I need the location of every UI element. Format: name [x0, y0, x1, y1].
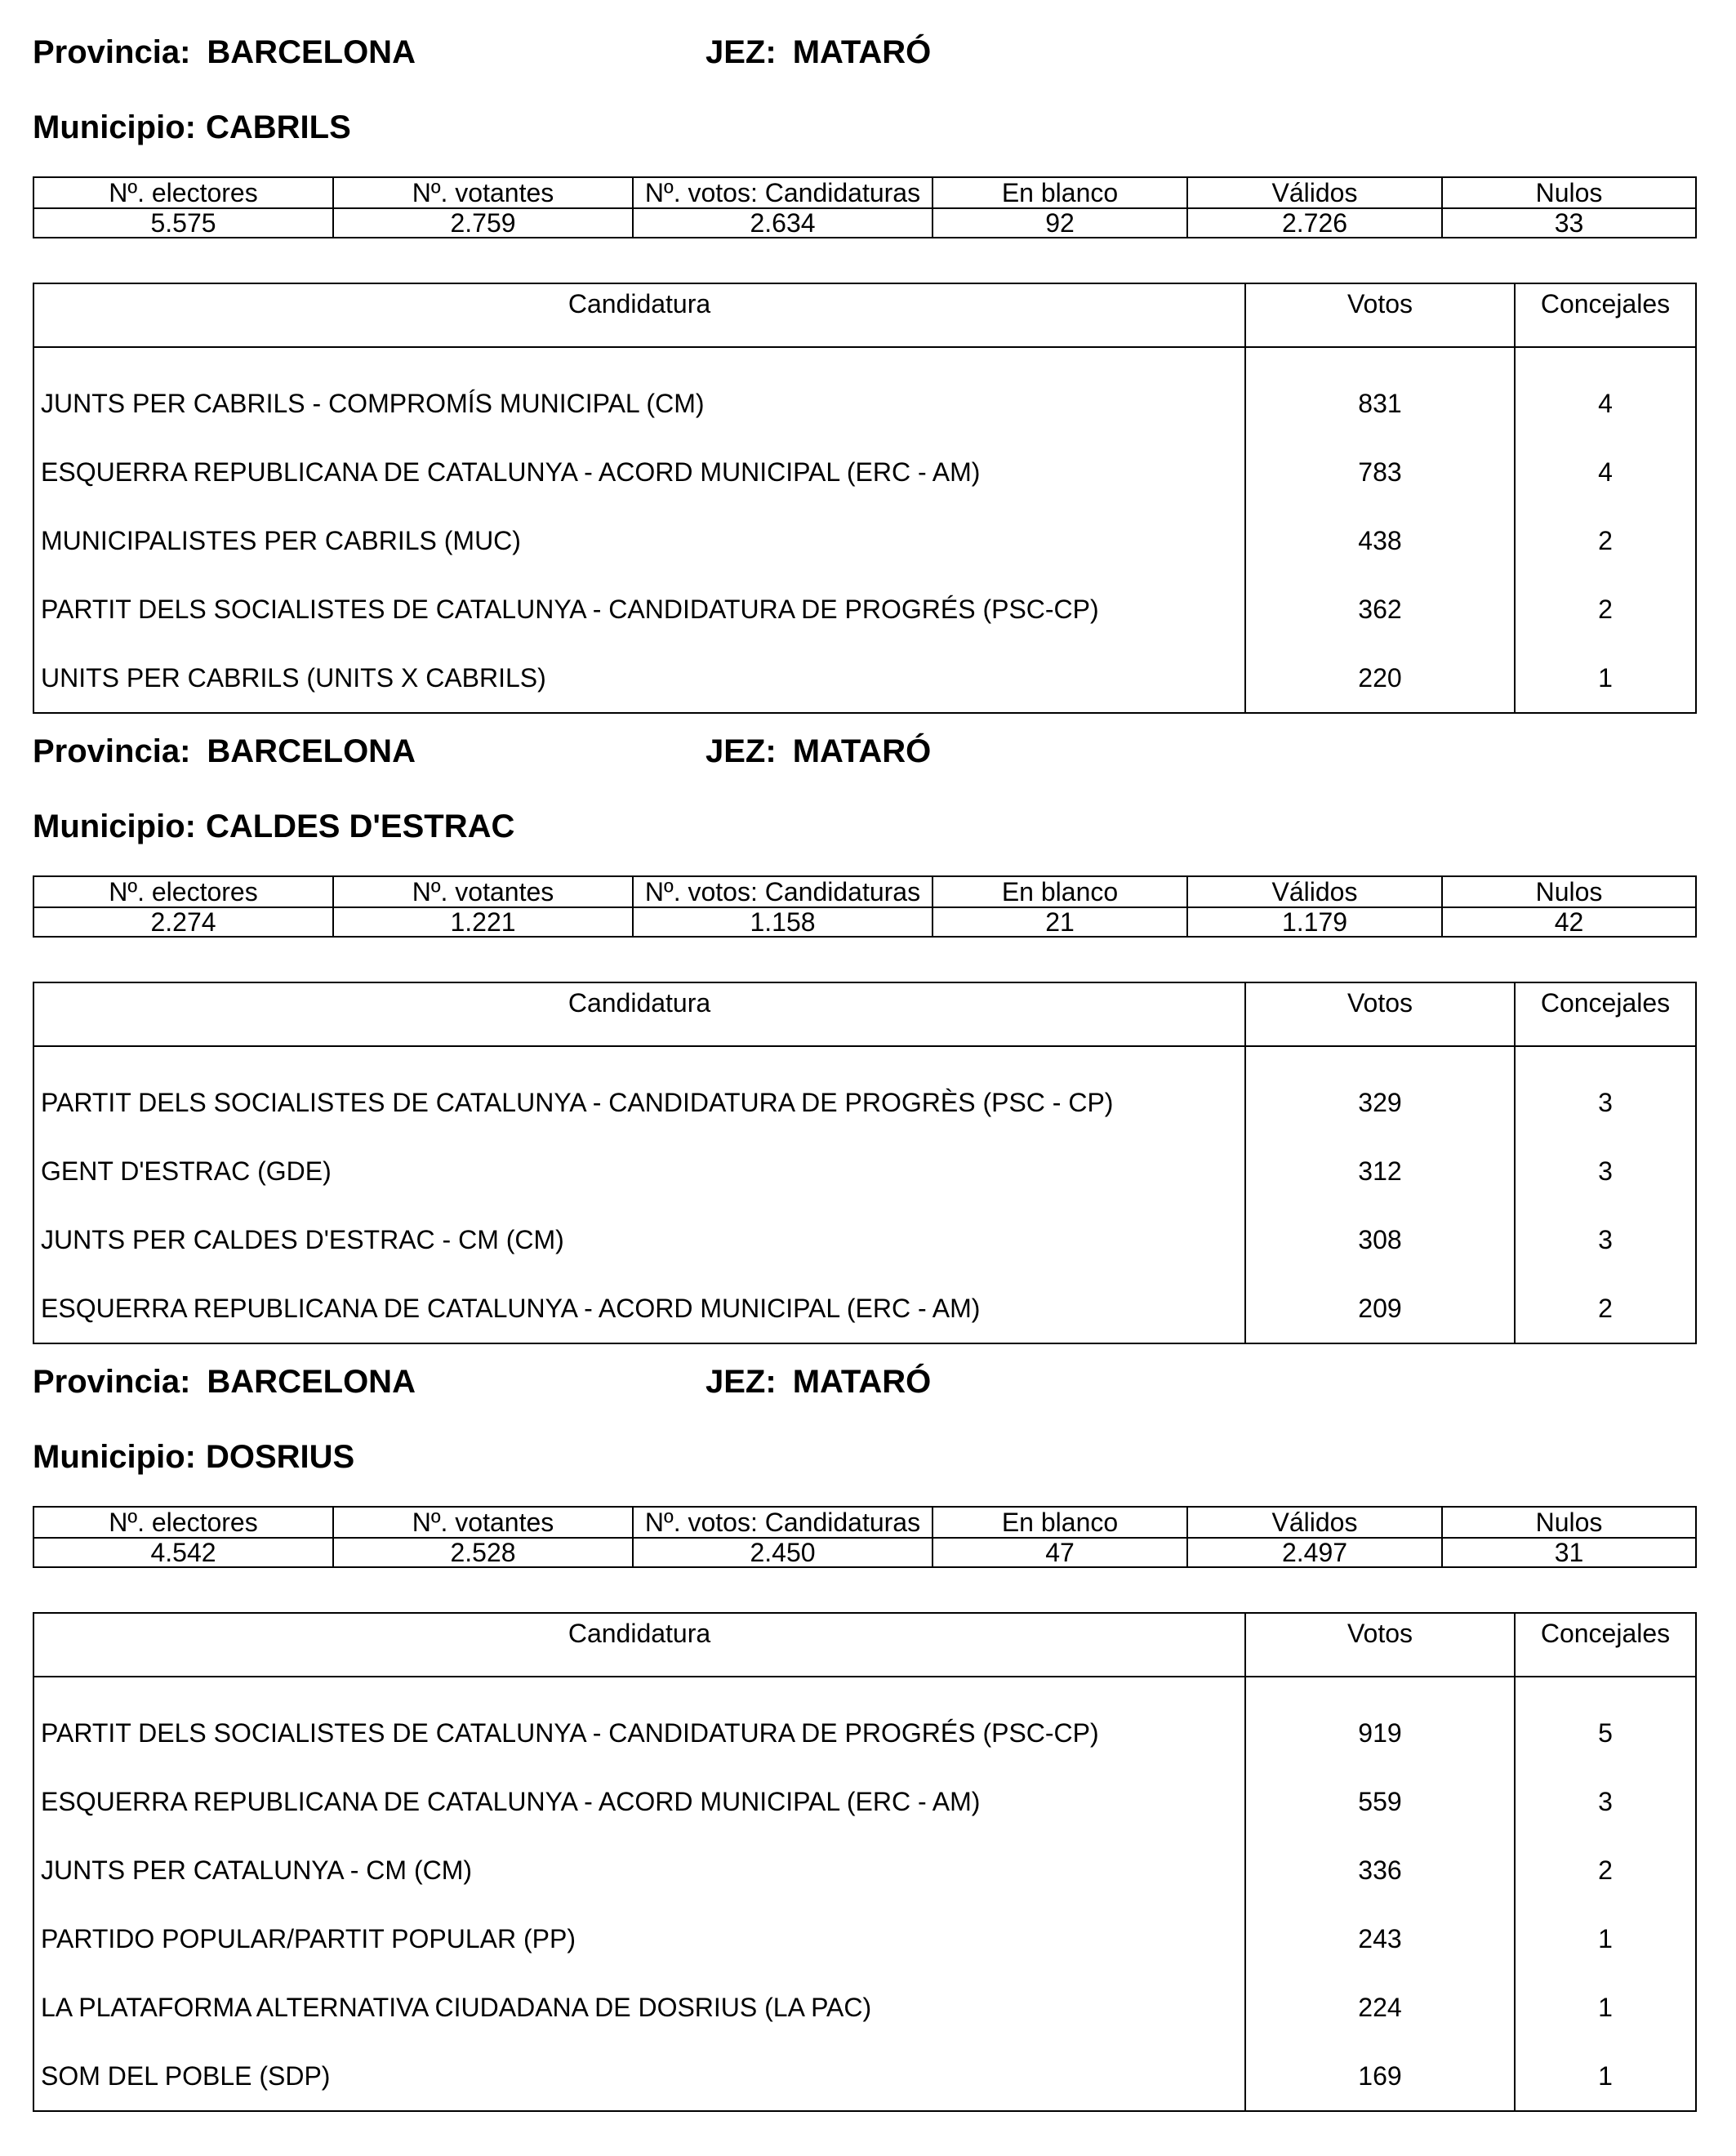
- provincia-line: [33, 735, 416, 768]
- stats-header-cell: En blanco: [933, 177, 1187, 208]
- votos-value: 308: [1245, 1205, 1515, 1274]
- concejales-value: 3: [1598, 1786, 1613, 1816]
- candidatura-header: Candidatura: [33, 982, 1245, 1046]
- table-row: [33, 2042, 1696, 2111]
- votos-value: 362: [1245, 575, 1515, 644]
- stats-value-cell: 1.221: [333, 907, 633, 937]
- stats-value-cell: 47: [933, 1538, 1187, 1567]
- stats-header-cell: Nº. votantes: [333, 876, 633, 907]
- concejales-value: 4: [1598, 457, 1613, 487]
- jez-line: [706, 1365, 931, 1398]
- concejales-value: 2: [1598, 525, 1613, 555]
- stats-header-cell: En blanco: [933, 1507, 1187, 1538]
- stats-value-row: [33, 208, 1696, 238]
- stats-header-cell: Nº. electores: [33, 1507, 333, 1538]
- candidaturas-header-row: [33, 1613, 1696, 1677]
- stats-value-row: [33, 907, 1696, 937]
- concejales-value: 1: [1598, 1923, 1613, 1953]
- table-row: [33, 1274, 1696, 1343]
- stats-value-cell: 2.528: [333, 1538, 633, 1567]
- stats-table: [33, 176, 1697, 238]
- stats-value-cell: 4.542: [33, 1538, 333, 1567]
- candidaturas-header-row: [33, 982, 1696, 1046]
- stats-table: [33, 875, 1697, 938]
- stats-value-cell: 1.158: [633, 907, 933, 937]
- jez-value: MATARÓ: [792, 1364, 932, 1400]
- municipio-label: Municipio:: [33, 1439, 196, 1475]
- candidatura-name: MUNICIPALISTES PER CABRILS (MUC): [33, 506, 1245, 575]
- votos-value: 336: [1245, 1836, 1515, 1904]
- candidatura-name: ESQUERRA REPUBLICANA DE CATALUNYA - ACORD MUNICIPAL (ERC - AM): [33, 1767, 1245, 1836]
- votos-value: 169: [1245, 2042, 1515, 2111]
- provincia-line: [33, 1365, 416, 1398]
- stats-header-cell: Nº. votos: Candidaturas: [633, 876, 933, 907]
- stats-value-cell: 2.634: [633, 208, 933, 238]
- stats-header-cell: Nº. electores: [33, 177, 333, 208]
- stats-header-cell: Válidos: [1187, 876, 1442, 907]
- stats-header-cell: Válidos: [1187, 177, 1442, 208]
- provincia-value: BARCELONA: [207, 1364, 416, 1400]
- concejales-value: 3: [1598, 1224, 1613, 1254]
- table-row: [33, 1137, 1696, 1205]
- stats-header-row: [33, 876, 1696, 907]
- candidaturas-table: [33, 283, 1697, 714]
- candidatura-name: PARTIT DELS SOCIALISTES DE CATALUNYA - CANDIDATURA DE PROGRÉS (PSC-CP): [33, 1677, 1245, 1767]
- concejales-value: 1: [1598, 2060, 1613, 2091]
- votos-value: 312: [1245, 1137, 1515, 1205]
- stats-value-cell: 2.759: [333, 208, 633, 238]
- stats-header-cell: Nulos: [1442, 177, 1696, 208]
- jez-value: MATARÓ: [792, 733, 932, 769]
- jez-label: JEZ:: [706, 733, 777, 769]
- jez-label: JEZ:: [706, 34, 777, 70]
- provincia-line: [33, 36, 416, 69]
- municipio-value: CALDES D'ESTRAC: [205, 808, 515, 844]
- stats-value-cell: 2.726: [1187, 208, 1442, 238]
- concejales-value: 5: [1598, 1717, 1613, 1748]
- stats-value-cell: 21: [933, 907, 1187, 937]
- votos-value: 224: [1245, 1973, 1515, 2042]
- concejales-header: Concejales: [1515, 1613, 1696, 1677]
- municipio-line: [33, 810, 514, 843]
- candidaturas-header-row: [33, 283, 1696, 347]
- provincia-value: BARCELONA: [207, 34, 416, 70]
- concejales-value: 2: [1598, 594, 1613, 624]
- provincia-label: Provincia:: [33, 733, 191, 769]
- votos-value: 243: [1245, 1904, 1515, 1973]
- stats-value-cell: 2.450: [633, 1538, 933, 1567]
- municipio-value: CABRILS: [205, 109, 351, 145]
- concejales-value: 1: [1598, 1992, 1613, 2022]
- stats-value-cell: 5.575: [33, 208, 333, 238]
- stats-header-cell: Nulos: [1442, 876, 1696, 907]
- candidatura-name: GENT D'ESTRAC (GDE): [33, 1137, 1245, 1205]
- stats-header-cell: Nº. votantes: [333, 1507, 633, 1538]
- votos-header: Votos: [1245, 283, 1515, 347]
- table-row: [33, 1046, 1696, 1137]
- table-row: [33, 575, 1696, 644]
- concejales-value: 1: [1598, 662, 1613, 693]
- stats-header-row: [33, 1507, 1696, 1538]
- table-row: [33, 1973, 1696, 2042]
- votos-header: Votos: [1245, 982, 1515, 1046]
- votos-value: 831: [1245, 347, 1515, 438]
- table-row: [33, 1836, 1696, 1904]
- candidatura-name: LA PLATAFORMA ALTERNATIVA CIUDADANA DE DOSRIUS (LA PAC): [33, 1973, 1245, 2042]
- table-row: [33, 644, 1696, 713]
- table-row: [33, 1205, 1696, 1274]
- stats-header-cell: Nº. votos: Candidaturas: [633, 1507, 933, 1538]
- concejales-value: 2: [1598, 1293, 1613, 1323]
- table-row: [33, 506, 1696, 575]
- municipio-line: [33, 1441, 354, 1473]
- candidatura-name: PARTIT DELS SOCIALISTES DE CATALUNYA - CANDIDATURA DE PROGRÉS (PSC-CP): [33, 575, 1245, 644]
- stats-header-cell: En blanco: [933, 876, 1187, 907]
- candidatura-name: JUNTS PER CATALUNYA - CM (CM): [33, 1836, 1245, 1904]
- jez-line: [706, 735, 931, 768]
- candidaturas-table: [33, 982, 1697, 1344]
- jez-line: [706, 36, 931, 69]
- candidatura-name: UNITS PER CABRILS (UNITS X CABRILS): [33, 644, 1245, 713]
- votos-header: Votos: [1245, 1613, 1515, 1677]
- table-row: [33, 1904, 1696, 1973]
- concejales-value: 4: [1598, 388, 1613, 418]
- stats-header-cell: Nº. votantes: [333, 177, 633, 208]
- municipio-label: Municipio:: [33, 109, 196, 145]
- candidatura-name: ESQUERRA REPUBLICANA DE CATALUNYA - ACORD MUNICIPAL (ERC - AM): [33, 1274, 1245, 1343]
- candidatura-name: JUNTS PER CALDES D'ESTRAC - CM (CM): [33, 1205, 1245, 1274]
- candidatura-name: SOM DEL POBLE (SDP): [33, 2042, 1245, 2111]
- candidatura-header: Candidatura: [33, 1613, 1245, 1677]
- stats-header-row: [33, 177, 1696, 208]
- candidatura-name: PARTIT DELS SOCIALISTES DE CATALUNYA - CANDIDATURA DE PROGRÈS (PSC - CP): [33, 1046, 1245, 1137]
- table-row: [33, 347, 1696, 438]
- stats-header-cell: Nº. electores: [33, 876, 333, 907]
- candidaturas-table: [33, 1612, 1697, 2112]
- stats-value-cell: 92: [933, 208, 1187, 238]
- provincia-label: Provincia:: [33, 34, 191, 70]
- stats-header-cell: Nº. votos: Candidaturas: [633, 177, 933, 208]
- stats-value-cell: 2.274: [33, 907, 333, 937]
- provincia-value: BARCELONA: [207, 733, 416, 769]
- concejales-header: Concejales: [1515, 283, 1696, 347]
- candidatura-name: ESQUERRA REPUBLICANA DE CATALUNYA - ACORD MUNICIPAL (ERC - AM): [33, 438, 1245, 506]
- table-row: [33, 438, 1696, 506]
- votos-value: 329: [1245, 1046, 1515, 1137]
- votos-value: 220: [1245, 644, 1515, 713]
- votos-value: 783: [1245, 438, 1515, 506]
- table-row: [33, 1677, 1696, 1767]
- stats-value-cell: 31: [1442, 1538, 1696, 1567]
- stats-value-cell: 33: [1442, 208, 1696, 238]
- municipio-value: DOSRIUS: [205, 1439, 355, 1475]
- table-row: [33, 1767, 1696, 1836]
- stats-header-cell: Nulos: [1442, 1507, 1696, 1538]
- stats-value-cell: 42: [1442, 907, 1696, 937]
- provincia-label: Provincia:: [33, 1364, 191, 1400]
- jez-label: JEZ:: [706, 1364, 777, 1400]
- concejales-value: 2: [1598, 1855, 1613, 1885]
- concejales-value: 3: [1598, 1087, 1613, 1117]
- candidatura-name: JUNTS PER CABRILS - COMPROMÍS MUNICIPAL (CM): [33, 347, 1245, 438]
- stats-value-row: [33, 1538, 1696, 1567]
- municipio-line: [33, 111, 351, 144]
- concejales-value: 3: [1598, 1156, 1613, 1186]
- stats-header-cell: Válidos: [1187, 1507, 1442, 1538]
- stats-value-cell: 1.179: [1187, 907, 1442, 937]
- votos-value: 919: [1245, 1677, 1515, 1767]
- candidatura-header: Candidatura: [33, 283, 1245, 347]
- votos-value: 559: [1245, 1767, 1515, 1836]
- stats-table: [33, 1506, 1697, 1568]
- votos-value: 438: [1245, 506, 1515, 575]
- municipio-label: Municipio:: [33, 808, 196, 844]
- votos-value: 209: [1245, 1274, 1515, 1343]
- concejales-header: Concejales: [1515, 982, 1696, 1046]
- stats-value-cell: 2.497: [1187, 1538, 1442, 1567]
- jez-value: MATARÓ: [792, 34, 932, 70]
- candidatura-name: PARTIDO POPULAR/PARTIT POPULAR (PP): [33, 1904, 1245, 1973]
